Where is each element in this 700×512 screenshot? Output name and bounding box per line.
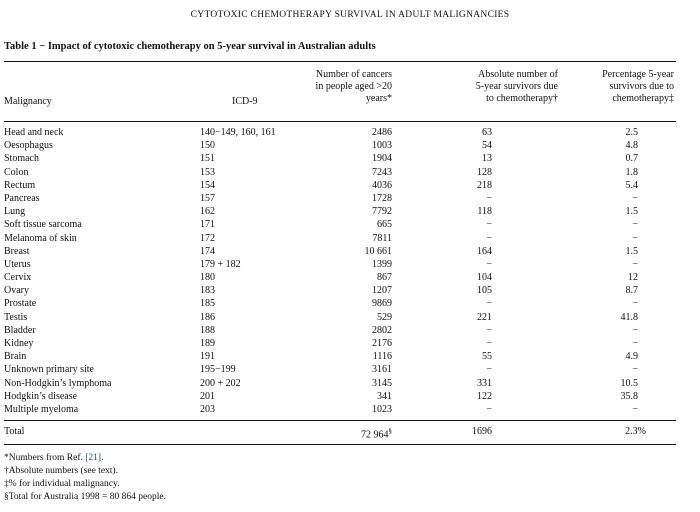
cell-malignancy: Testis <box>4 311 28 323</box>
table-row <box>0 403 700 416</box>
footnote-1: *Numbers from Ref. [21]. <box>4 453 104 463</box>
cell-number: 2176 <box>372 338 392 349</box>
cell-malignancy: Stomach <box>4 153 39 165</box>
cell-icd9: 185 <box>200 298 215 310</box>
cell-malignancy: Breast <box>4 245 30 257</box>
cell-absolute: − <box>486 219 492 231</box>
cell-absolute: 331 <box>477 377 492 389</box>
cell-percentage: 4.9 <box>625 351 638 363</box>
cell-absolute: − <box>486 298 492 310</box>
table-row <box>0 126 700 139</box>
table-row <box>0 284 700 297</box>
cell-malignancy: Prostate <box>4 298 37 310</box>
cell-malignancy: Head and neck <box>4 127 64 138</box>
table-row <box>0 179 700 192</box>
cell-icd9: 183 <box>200 285 215 297</box>
table-row <box>0 363 700 376</box>
table-bottom-rule <box>4 444 676 445</box>
cell-absolute: − <box>486 192 492 204</box>
cell-icd9: 200 + 202 <box>200 377 241 389</box>
cell-malignancy: Lung <box>4 206 26 218</box>
total-percentage: 2.3% <box>625 426 646 437</box>
cell-icd9: 186 <box>200 311 215 323</box>
cell-absolute: 218 <box>477 179 492 191</box>
cell-malignancy: Oesophagus <box>4 140 53 152</box>
table-row <box>0 297 700 310</box>
cell-number: 1207 <box>372 285 392 297</box>
cell-malignancy: Cervix <box>4 272 32 284</box>
header-absolute-survivors: Absolute number of 5-year survivors due to chemotherapy† <box>475 69 558 104</box>
cell-malignancy: Colon <box>4 166 29 178</box>
header-rule <box>4 121 676 122</box>
header-percentage-survivors: Percentage 5-year survivors due to chemotherapy‡ <box>602 69 674 104</box>
cell-absolute: − <box>486 338 492 349</box>
cell-icd9: 203 <box>200 403 215 415</box>
total-label: Total <box>4 426 25 437</box>
cell-icd9: 151 <box>200 153 215 165</box>
cell-percentage: − <box>632 324 638 336</box>
cell-percentage: 35.8 <box>620 390 638 402</box>
table-row <box>0 390 700 403</box>
table-row <box>0 271 700 284</box>
total-absolute: 1696 <box>472 426 492 437</box>
cell-number: 10 661 <box>364 245 392 257</box>
cell-icd9: 195−199 <box>200 364 236 376</box>
footnote-4: §Total for Australia 1998 = 80 864 people. <box>4 492 166 502</box>
cell-number: 7792 <box>372 206 392 218</box>
cell-icd9: 191 <box>200 351 215 363</box>
cell-icd9: 189 <box>200 338 215 349</box>
cell-number: 665 <box>377 219 392 231</box>
cell-number: 1904 <box>372 153 392 165</box>
cell-number: 2486 <box>372 127 392 138</box>
cell-icd9: 201 <box>200 390 215 402</box>
cell-absolute: 54 <box>482 140 492 152</box>
table-row <box>0 232 700 245</box>
cell-icd9: 154 <box>200 179 215 191</box>
cell-absolute: − <box>486 258 492 270</box>
cell-icd9: 180 <box>200 272 215 284</box>
cell-number: 529 <box>377 311 392 323</box>
cell-malignancy: Ovary <box>4 285 29 297</box>
cell-icd9: 150 <box>200 140 215 152</box>
cell-absolute: 13 <box>482 153 492 165</box>
cell-percentage: − <box>632 338 638 349</box>
cell-absolute: − <box>486 324 492 336</box>
cell-number: 1116 <box>372 351 392 363</box>
total-row <box>0 425 700 439</box>
table-row <box>0 192 700 205</box>
table-row <box>0 166 700 179</box>
cell-number: 1728 <box>372 192 392 204</box>
table-top-rule <box>4 61 676 62</box>
cell-number: 3145 <box>372 377 392 389</box>
cell-percentage: 41.8 <box>620 311 638 323</box>
cell-malignancy: Brain <box>4 351 27 363</box>
cell-absolute: 63 <box>482 127 492 138</box>
cell-percentage: − <box>632 403 638 415</box>
cell-number: 9869 <box>372 298 392 310</box>
table-row <box>0 324 700 337</box>
cell-absolute: 122 <box>477 390 492 402</box>
cell-icd9: 162 <box>200 206 215 218</box>
table-row <box>0 152 700 165</box>
cell-malignancy: Soft tissue sarcoma <box>4 219 82 231</box>
cell-malignancy: Kidney <box>4 338 34 349</box>
cell-percentage: 8.7 <box>625 285 638 297</box>
cell-absolute: 221 <box>477 311 492 323</box>
table-row <box>0 139 700 152</box>
cell-absolute: − <box>486 232 492 244</box>
table-row <box>0 218 700 231</box>
total-rule <box>4 420 676 421</box>
cell-icd9: 171 <box>200 219 215 231</box>
cell-malignancy: Melanoma of skin <box>4 232 77 244</box>
header-icd9: ICD-9 <box>232 96 258 107</box>
cell-percentage: − <box>632 364 638 376</box>
cell-number: 341 <box>377 390 392 402</box>
cell-absolute: 104 <box>477 272 492 284</box>
cell-icd9: 153 <box>200 166 215 178</box>
table-row <box>0 311 700 324</box>
cell-malignancy: Uterus <box>4 258 31 270</box>
cell-number: 1399 <box>372 258 392 270</box>
footnote-3: ‡% for individual malignancy. <box>4 479 120 489</box>
cell-percentage: − <box>632 258 638 270</box>
header-malignancy: Malignancy <box>4 96 52 107</box>
cell-absolute: − <box>486 364 492 376</box>
cell-percentage: − <box>632 232 638 244</box>
total-number: 72 964§ <box>361 427 392 441</box>
cell-number: 3161 <box>372 364 392 376</box>
cell-malignancy: Non-Hodgkin’s lymphoma <box>4 377 112 389</box>
cell-percentage: 1.5 <box>625 245 638 257</box>
cell-percentage: 2.5 <box>625 127 638 138</box>
cell-percentage: − <box>632 298 638 310</box>
table-row <box>0 258 700 271</box>
table-row <box>0 205 700 218</box>
cell-percentage: 1.8 <box>625 166 638 178</box>
cell-malignancy: Pancreas <box>4 192 40 204</box>
cell-icd9: 157 <box>200 192 215 204</box>
table-row <box>0 350 700 363</box>
cell-number: 867 <box>377 272 392 284</box>
table-row <box>0 377 700 390</box>
cell-absolute: 105 <box>477 285 492 297</box>
cell-number: 1023 <box>372 403 392 415</box>
cell-number: 1003 <box>372 140 392 152</box>
cell-absolute: 118 <box>477 206 492 218</box>
cell-malignancy: Bladder <box>4 324 36 336</box>
cell-number: 7811 <box>372 232 392 244</box>
cell-malignancy: Hodgkin’s disease <box>4 390 78 402</box>
table-body <box>0 126 700 416</box>
cell-malignancy: Unknown primary site <box>4 364 94 376</box>
cell-number: 7243 <box>372 166 392 178</box>
cell-absolute: 164 <box>477 245 492 257</box>
cell-absolute: 55 <box>482 351 492 363</box>
cell-malignancy: Multiple myeloma <box>4 403 79 415</box>
cell-percentage: 10.5 <box>620 377 638 389</box>
header-number-of-cancers: Number of cancers in people aged >20 years* <box>315 69 392 104</box>
table-row <box>0 337 700 350</box>
cell-icd9: 179 + 182 <box>200 258 241 270</box>
table-title: Table 1 − Impact of cytotoxic chemotherapy on 5-year survival in Australian adults <box>4 41 376 52</box>
cell-icd9: 174 <box>200 245 215 257</box>
cell-absolute: 128 <box>477 166 492 178</box>
cell-malignancy: Rectum <box>4 179 36 191</box>
cell-number: 4036 <box>372 179 392 191</box>
cell-icd9: 140−149, 160, 161 <box>200 127 276 138</box>
cell-icd9: 172 <box>200 232 215 244</box>
cell-percentage: 12 <box>628 272 638 284</box>
cell-percentage: − <box>632 192 638 204</box>
reference-link[interactable]: [21] <box>85 453 102 463</box>
cell-icd9: 188 <box>200 324 215 336</box>
cell-percentage: 0.7 <box>625 153 638 165</box>
cell-absolute: − <box>486 403 492 415</box>
table-row <box>0 245 700 258</box>
running-head: CYTOTOXIC CHEMOTHERAPY SURVIVAL IN ADULT MALIGNANCIES <box>190 10 510 20</box>
footnotes <box>4 452 166 504</box>
footnote-2: †Absolute numbers (see text). <box>4 466 118 476</box>
cell-percentage: 4.8 <box>625 140 638 152</box>
cell-percentage: 5.4 <box>625 179 638 191</box>
cell-number: 2802 <box>372 324 392 336</box>
cell-percentage: − <box>632 219 638 231</box>
cell-percentage: 1.5 <box>625 206 638 218</box>
